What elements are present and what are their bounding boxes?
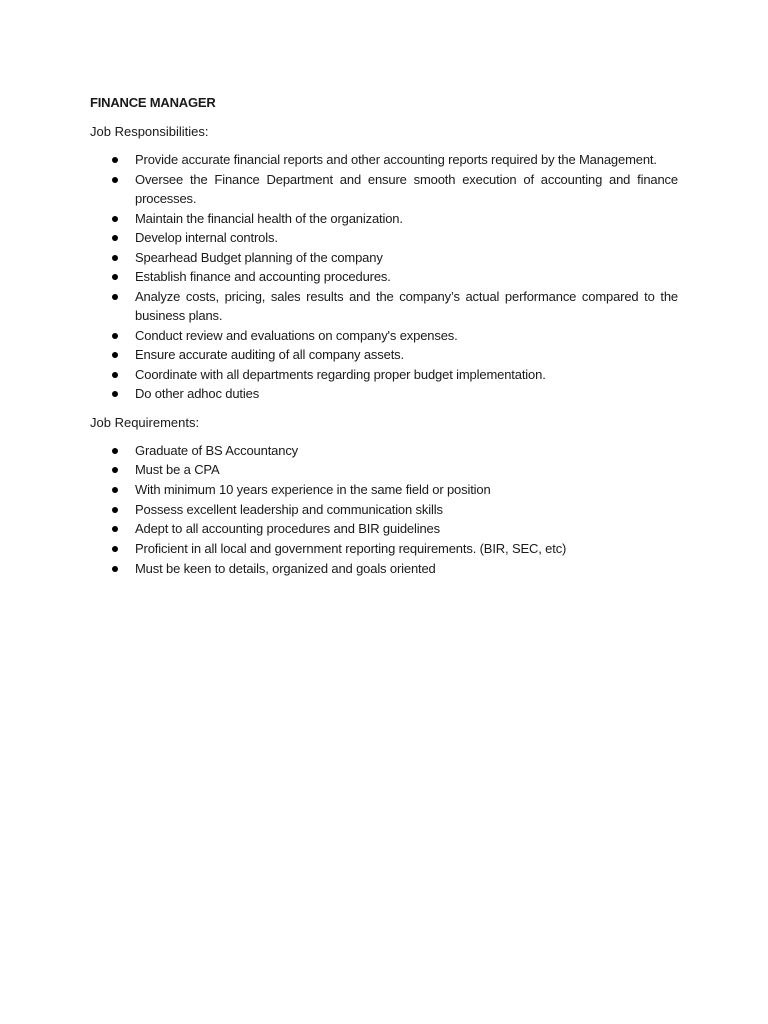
list-item-text: Possess excellent leadership and communication skills bbox=[135, 501, 443, 517]
bullet-icon bbox=[112, 487, 118, 493]
bullet-icon bbox=[112, 216, 118, 222]
list-item-text: Do other adhoc duties bbox=[135, 386, 260, 401]
document-page bbox=[90, 93, 678, 587]
list-item bbox=[90, 441, 678, 461]
list-item-text: Establish finance and accounting procedures. bbox=[135, 269, 391, 284]
bullet-icon bbox=[112, 372, 118, 378]
list-item bbox=[90, 228, 678, 248]
list-item-text: Adept to all accounting procedures and BIR guidelines bbox=[135, 521, 440, 537]
list-item bbox=[90, 150, 678, 170]
bullet-icon bbox=[112, 526, 118, 532]
list-item bbox=[90, 539, 678, 559]
list-item bbox=[90, 209, 678, 229]
requirements-list bbox=[90, 441, 678, 579]
bullet-icon bbox=[112, 391, 118, 397]
list-item-text: Maintain the financial health of the organization. bbox=[135, 210, 403, 226]
list-item bbox=[90, 559, 678, 579]
list-item bbox=[90, 345, 678, 365]
list-item bbox=[90, 384, 678, 404]
bullet-icon bbox=[112, 235, 118, 241]
list-item-text: Spearhead Budget planning of the company bbox=[135, 249, 383, 265]
list-item bbox=[90, 460, 678, 480]
list-item bbox=[90, 170, 678, 209]
list-item bbox=[90, 480, 678, 500]
bullet-icon bbox=[112, 546, 118, 552]
list-item bbox=[90, 248, 678, 268]
list-item-text: Ensure accurate auditing of all company assets. bbox=[135, 347, 404, 362]
bullet-icon bbox=[112, 448, 118, 454]
list-item-text: Develop internal controls. bbox=[135, 230, 278, 245]
list-item-text: Conduct review and evaluations on company's expenses. bbox=[135, 327, 458, 343]
bullet-icon bbox=[112, 177, 118, 183]
bullet-icon bbox=[112, 566, 118, 572]
bullet-icon bbox=[112, 294, 118, 300]
bullet-icon bbox=[112, 157, 118, 163]
list-item-text: Proficient in all local and government reporting requirements. (BIR, SEC, etc) bbox=[135, 541, 567, 557]
list-item-text: Graduate of BS Accountancy bbox=[135, 442, 299, 458]
list-item-text: Analyze costs, pricing, sales results and the company’s actual performance compared to the business plans. bbox=[135, 288, 678, 323]
list-item-text: Provide accurate financial reports and other accounting reports required by the Management. bbox=[135, 152, 657, 167]
bullet-icon bbox=[112, 467, 118, 473]
list-item-text: Must be a CPA bbox=[135, 462, 220, 478]
list-item bbox=[90, 287, 678, 326]
bullet-icon bbox=[112, 507, 118, 513]
list-item-text: Coordinate with all departments regarding proper budget implementation. bbox=[135, 366, 546, 382]
list-item bbox=[90, 267, 678, 287]
list-item bbox=[90, 519, 678, 539]
responsibilities-heading: Job Responsibilities: bbox=[90, 124, 209, 139]
list-item bbox=[90, 365, 678, 385]
requirements-heading: Job Requirements: bbox=[90, 414, 200, 430]
bullet-icon bbox=[112, 255, 118, 261]
list-item bbox=[90, 326, 678, 346]
list-item-text: Oversee the Finance Department and ensure smooth execution of accounting and finance processes. bbox=[135, 171, 678, 206]
list-item bbox=[90, 500, 678, 520]
list-item-text: With minimum 10 years experience in the same field or position bbox=[135, 482, 491, 498]
bullet-icon bbox=[112, 352, 118, 358]
list-item-text: Must be keen to details, organized and goals oriented bbox=[135, 560, 436, 576]
document-title: FINANCE MANAGER bbox=[90, 95, 216, 110]
responsibilities-list bbox=[90, 150, 678, 404]
bullet-icon bbox=[112, 333, 118, 339]
bullet-icon bbox=[112, 274, 118, 280]
